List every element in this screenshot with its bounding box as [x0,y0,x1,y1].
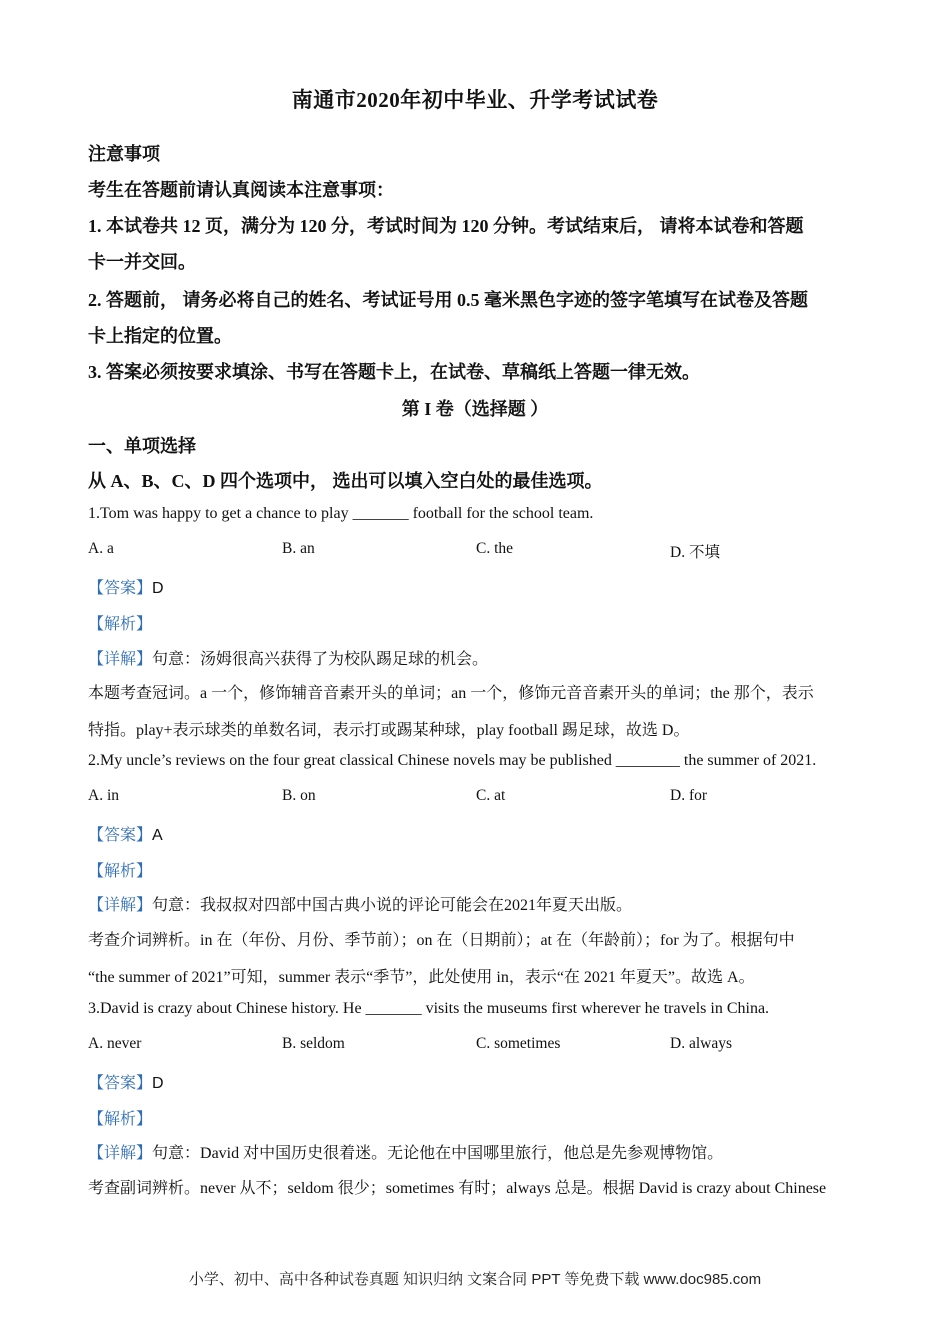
q2-analysis-label: 【解析】 [88,863,153,880]
q1-answer [88,575,164,598]
notice-item-1: 1. 本试卷共 12 页，满分为 120 分，考试时间为 120 分钟。考试结束后， 请将本试卷和答题 [88,216,804,236]
q2-detail [88,892,632,915]
q3-answer-value: D [152,1075,164,1092]
q2-explain-1: 考查介词辨析。in 在（年份、月份、季节前）；on 在（日期前）；at 在（年龄前）；for 为了。根据句中 [88,932,795,949]
page-footer: 小学、初中、高中各种试卷真题 知识归纳 文案合同 PPT 等免费下载 www.doc985.com [188,1271,762,1288]
q3-analysis-label: 【解析】 [88,1111,153,1128]
q3-answer [88,1070,164,1093]
question-1-stem: 1.Tom was happy to get a chance to play _______ football for the school team. [88,505,594,522]
page-title: 南通市2020年初中毕业、升学考试试卷 [291,88,659,112]
notice-intro: 考生在答题前请认真阅读本注意事项： [88,180,394,200]
answer-label: 【答案】 [88,827,153,844]
instruction: 从 A、B、C、D 四个选项中， 选出可以填入空白处的最佳选项。 [88,471,603,491]
q1-explain-2: 特指。play+表示球类的单数名词，表示打或踢某种球，play football 踢足球，故选 D。 [88,722,690,739]
q3-option-c: C. sometimes [476,1035,561,1052]
q2-answer [88,822,163,845]
q2-detail-text: 句意：我叔叔对四部中国古典小说的评论可能会在2021年夏天出版。 [152,897,633,914]
answer-label: 【答案】 [88,1075,153,1092]
q1-analysis-label: 【解析】 [88,616,153,633]
detail-label: 【详解】 [88,651,153,668]
q1-detail-text: 句意：汤姆很高兴获得了为校队踢足球的机会。 [152,651,489,668]
q1-option-a: A. a [88,540,114,557]
q1-option-d: D. 不填 [670,544,720,561]
q2-option-d: D. for [670,787,708,804]
q2-option-b: B. on [282,787,316,804]
q1-option-c: C. the [476,540,514,557]
q2-option-a: A. in [88,787,119,804]
q1-explain-1: 本题考查冠词。a 一个，修饰辅音音素开头的单词；an 一个，修饰元音音素开头的单词；the 那个，表示 [88,685,814,702]
q3-detail-text: 句意：David 对中国历史很着迷。无论他在中国哪里旅行，他总是先参观博物馆。 [152,1145,724,1162]
q1-detail [88,646,488,669]
q3-option-a: A. never [88,1035,142,1052]
q3-explain-1: 考查副词辨析。never 从不；seldom 很少；sometimes 有时；always 总是。根据 David is crazy about Chinese [88,1180,827,1197]
q1-option-b: B. an [282,540,315,557]
answer-label: 【答案】 [88,580,153,597]
q3-option-d: D. always [670,1035,732,1052]
q3-option-b: B. seldom [282,1035,345,1052]
question-3-stem: 3.David is crazy about Chinese history. He _______ visits the museums first wherever he travels in China. [88,1000,770,1017]
q2-answer-value: A [152,827,163,844]
q2-explain-2: “the summer of 2021”可知，summer 表示“季节”，此处使用 in，表示“在 2021 年夏天”。故选 A。 [88,969,755,986]
q3-detail [88,1140,723,1163]
detail-label: 【详解】 [88,897,153,914]
notice-item-2-cont: 卡上指定的位置。 [88,326,232,346]
section-title: 第 I 卷（选择题 ） [401,399,549,419]
q1-answer-value: D [152,580,164,597]
question-2-stem: 2.My uncle’s reviews on the four great classical Chinese novels may be published ________ the summer of 2021. [88,752,817,769]
detail-label: 【详解】 [88,1145,153,1162]
notice-item-1-cont: 卡一并交回。 [88,252,196,272]
notice-item-3: 3. 答案必须按要求填涂、书写在答题卡上，在试卷、草稿纸上答题一律无效。 [88,362,700,382]
q2-option-c: C. at [476,787,506,804]
part-title: 一、单项选择 [88,436,196,456]
notice-heading: 注意事项 [88,144,160,164]
notice-item-2: 2. 答题前， 请务必将自己的姓名、考试证号用 0.5 毫米黑色字迹的签字笔填写在试卷及答题 [88,290,808,310]
